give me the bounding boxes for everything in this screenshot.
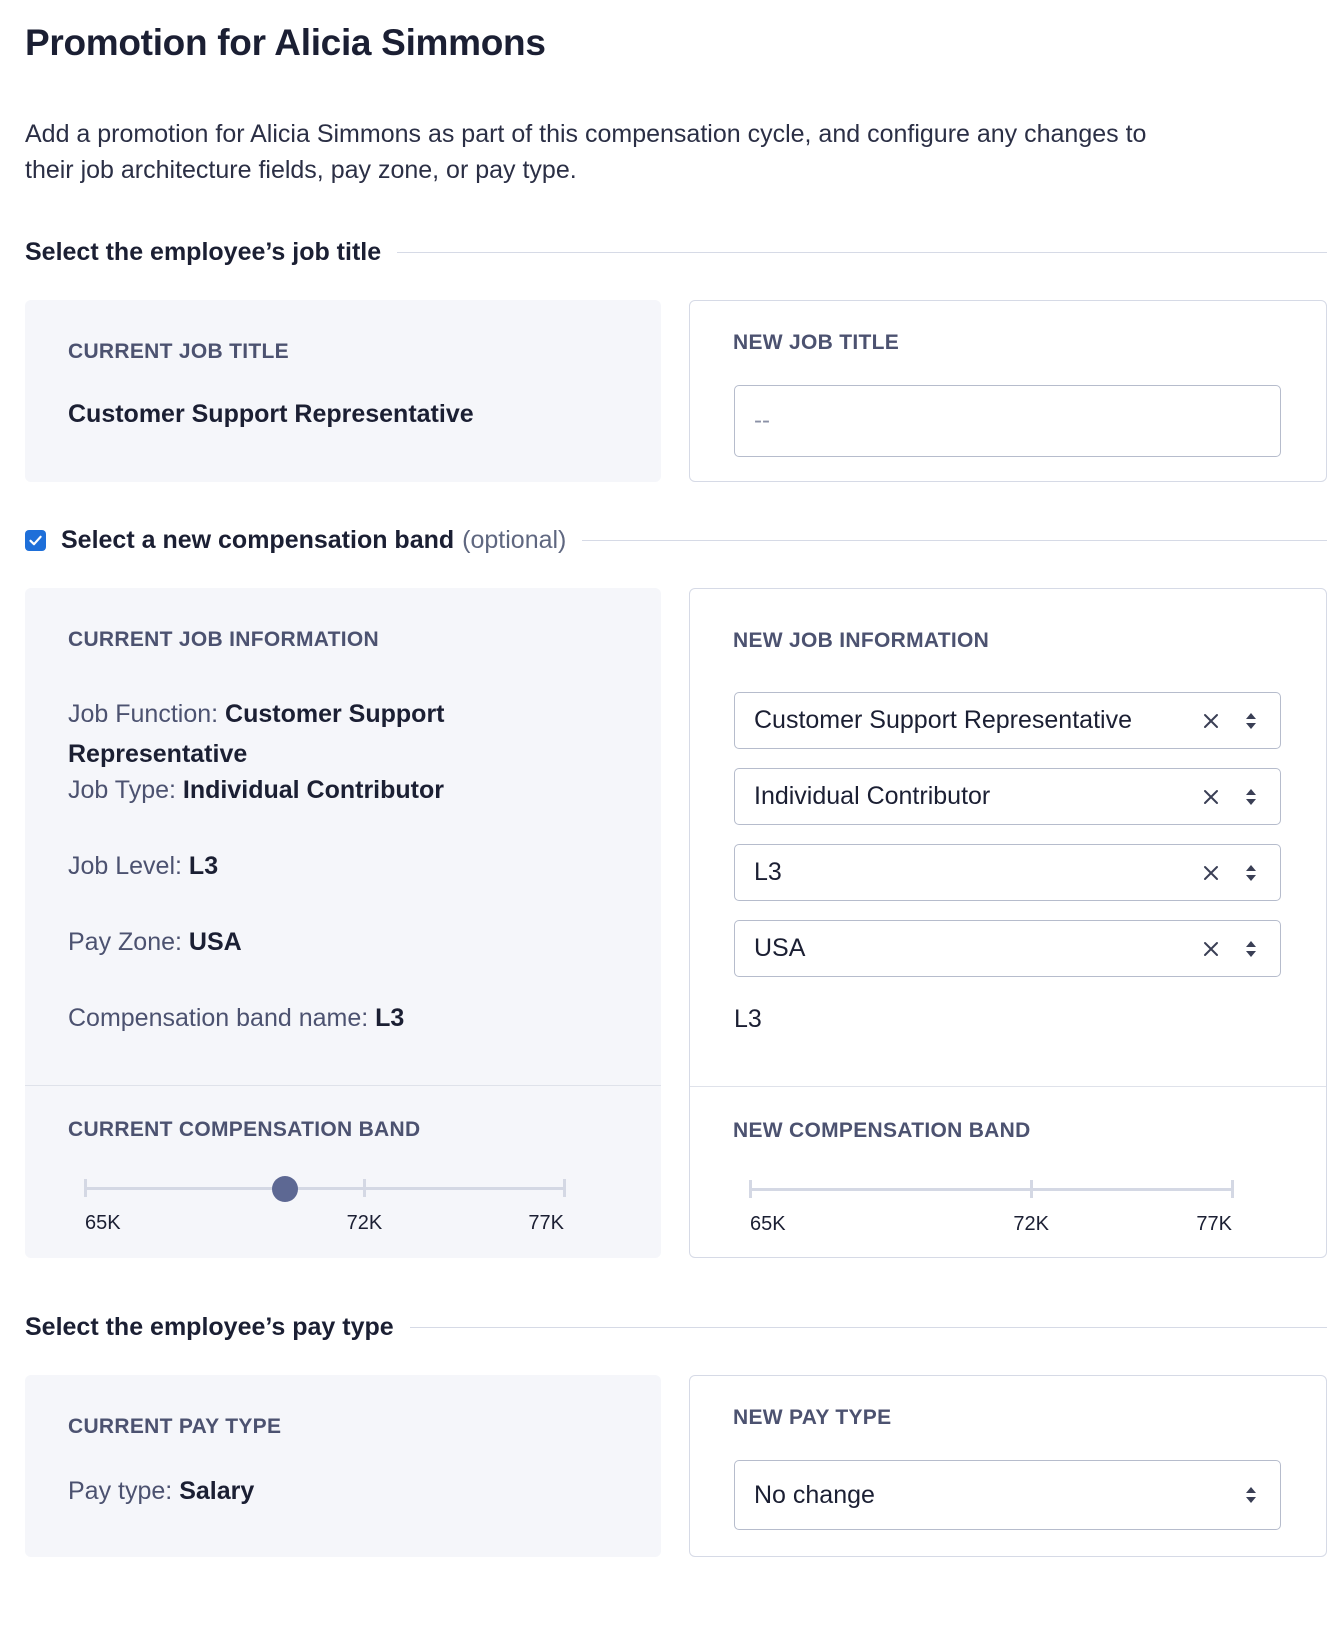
- sort-arrows-icon: [1241, 861, 1261, 885]
- new-band-caption: NEW COMPENSATION BAND: [733, 1119, 1031, 1142]
- section-divider: [397, 252, 1327, 253]
- clear-icon[interactable]: [1199, 937, 1223, 961]
- new-job-information-caption: NEW JOB INFORMATION: [733, 629, 990, 652]
- new-job-title-placeholder: --: [754, 407, 770, 434]
- new-pay-type-caption: NEW PAY TYPE: [733, 1406, 892, 1429]
- new-band-range: [750, 1177, 1232, 1237]
- band-tick-mid: [363, 1179, 366, 1197]
- current-job-information-card: [25, 588, 661, 1258]
- pay-zone-select-value: USA: [754, 934, 806, 962]
- band-mid-label: 72K: [346, 1212, 383, 1234]
- current-job-function: [68, 694, 498, 774]
- current-job-information-caption: CURRENT JOB INFORMATION: [68, 628, 379, 651]
- job-function-select-value: Customer Support Representative: [754, 706, 1132, 734]
- band-max-label: 77K: [528, 1212, 564, 1234]
- band-mid-label: 72K: [1013, 1213, 1049, 1235]
- pay-zone-value: USA: [188, 928, 242, 956]
- new-pay-type-card: [689, 1375, 1327, 1557]
- card-divider: [25, 1085, 661, 1086]
- pay-type-select-value: No change: [754, 1480, 875, 1509]
- current-band-range: [85, 1176, 564, 1236]
- band-max-label: 77K: [1196, 1213, 1232, 1235]
- sort-arrows-icon: [1241, 709, 1261, 733]
- job-type-select-value: Individual Contributor: [754, 782, 991, 810]
- checkmark-icon: [28, 533, 43, 548]
- band-section-header: [25, 526, 1327, 555]
- job-level-value: L3: [188, 852, 219, 880]
- job-type-value: Individual Contributor: [182, 776, 444, 804]
- current-job-title-value: Customer Support Representative: [68, 400, 474, 428]
- page-description: Add a promotion for Alicia Simmons as part of this compensation cycle, and configure any changes to their job architecture fields, pay zone, or pay type.: [25, 120, 1147, 184]
- job-type-select[interactable]: [734, 768, 1281, 825]
- job-level-label: Job Level:: [68, 852, 182, 880]
- band-section-heading: [61, 526, 566, 555]
- new-job-title-card: [689, 300, 1327, 482]
- band-section-heading-text: Select a new compensation band: [61, 526, 455, 554]
- band-tick-mid: [1030, 1180, 1033, 1198]
- band-tick-min: [749, 1180, 752, 1198]
- job-function-select[interactable]: [734, 692, 1281, 749]
- current-pay-type: [68, 1471, 254, 1511]
- sort-arrows-icon: [1241, 937, 1261, 961]
- job-level-select-value: L3: [754, 858, 782, 886]
- pay-type-section-heading: Select the employee’s pay type: [25, 1313, 394, 1341]
- new-job-information-card: [689, 588, 1327, 1258]
- pay-type-section-header: [25, 1313, 1327, 1342]
- sort-arrows-icon: [1241, 785, 1261, 809]
- new-job-title-caption: NEW JOB TITLE: [733, 331, 900, 354]
- section-divider: [582, 540, 1327, 541]
- band-tick-max: [1231, 1180, 1234, 1198]
- job-title-section-header: [25, 238, 1327, 267]
- job-function-value: Customer Support Representative: [68, 700, 445, 768]
- band-name-label: Compensation band name:: [68, 1004, 369, 1032]
- pay-type-label: Pay type:: [68, 1477, 173, 1505]
- current-band-name: [68, 998, 404, 1038]
- band-checkbox[interactable]: [25, 530, 46, 551]
- pay-zone-select[interactable]: [734, 920, 1281, 977]
- new-band-name: L3: [734, 1005, 762, 1033]
- new-job-title-input[interactable]: [734, 385, 1281, 457]
- band-tick-max: [563, 1179, 566, 1197]
- card-divider: [690, 1086, 1326, 1087]
- current-salary-marker: [272, 1176, 298, 1202]
- current-job-title-card: [25, 300, 661, 482]
- current-pay-zone: [68, 922, 242, 962]
- current-job-title-caption: CURRENT JOB TITLE: [68, 340, 289, 363]
- job-type-label: Job Type:: [68, 776, 176, 804]
- band-min-label: 65K: [85, 1212, 121, 1234]
- section-divider: [410, 1327, 1327, 1328]
- pay-type-value: Salary: [179, 1477, 255, 1505]
- current-pay-type-card: [25, 1375, 661, 1557]
- job-title-section-heading: Select the employee’s job title: [25, 238, 382, 266]
- pay-zone-label: Pay Zone:: [68, 928, 182, 956]
- band-section-optional: (optional): [462, 526, 567, 554]
- sort-arrows-icon: [1241, 1483, 1261, 1507]
- current-job-level: [68, 846, 218, 886]
- job-function-label: Job Function:: [68, 700, 219, 728]
- band-track: [750, 1188, 1232, 1191]
- band-min-label: 65K: [750, 1213, 786, 1235]
- job-level-select[interactable]: [734, 844, 1281, 901]
- current-pay-type-caption: CURRENT PAY TYPE: [68, 1415, 282, 1438]
- clear-icon[interactable]: [1199, 861, 1223, 885]
- band-name-value: L3: [375, 1004, 405, 1032]
- pay-type-select[interactable]: [734, 1460, 1281, 1530]
- current-job-type: [68, 770, 444, 810]
- clear-icon[interactable]: [1199, 785, 1223, 809]
- current-band-caption: CURRENT COMPENSATION BAND: [68, 1118, 421, 1141]
- page-title: Promotion for Alicia Simmons: [25, 22, 546, 63]
- band-track: [85, 1187, 564, 1190]
- clear-icon[interactable]: [1199, 709, 1223, 733]
- band-tick-min: [84, 1179, 87, 1197]
